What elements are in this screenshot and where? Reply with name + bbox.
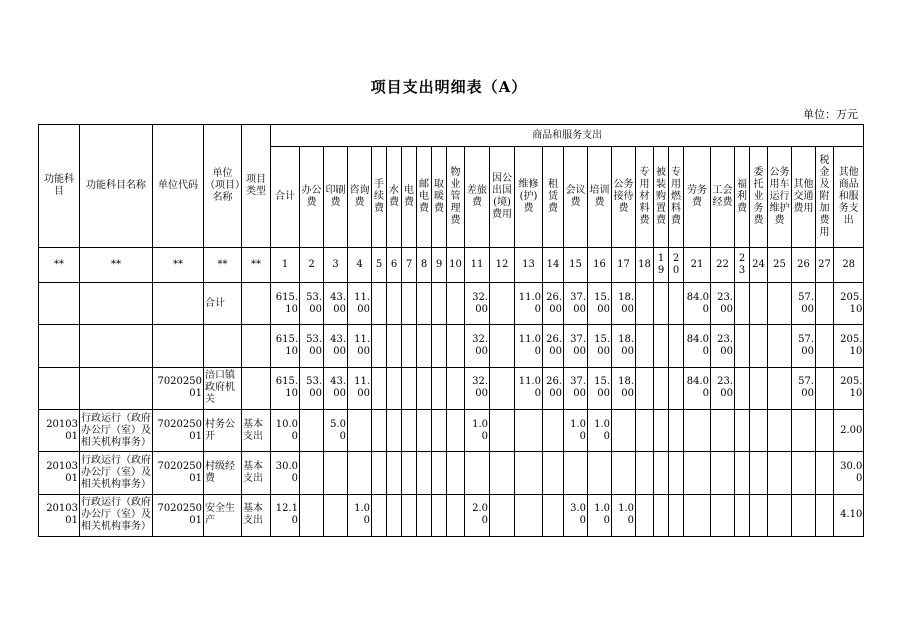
table-cell — [684, 494, 711, 536]
table-cell: 基本支出 — [242, 452, 271, 494]
index-cell: 20 — [669, 247, 684, 282]
table-cell — [735, 452, 750, 494]
table-cell — [417, 494, 432, 536]
header-col: 其他商品和服务支出 — [834, 147, 864, 248]
table-cell — [39, 325, 80, 367]
table-cell: 43.00 — [324, 367, 348, 409]
table-cell: 11.00 — [515, 283, 543, 325]
table-cell — [588, 452, 612, 494]
table-cell — [543, 410, 564, 452]
header-col: 公务接待费 — [612, 147, 636, 248]
table-row — [39, 494, 864, 536]
table-cell — [372, 325, 387, 367]
table-cell — [816, 410, 834, 452]
table-cell — [432, 325, 447, 367]
index-cell: 13 — [515, 247, 543, 282]
table-cell — [387, 410, 402, 452]
header-col: 合计 — [271, 147, 300, 248]
index-cell: 12 — [490, 247, 515, 282]
table-cell: 基本支出 — [242, 410, 271, 452]
table-cell — [654, 410, 669, 452]
table-cell — [447, 410, 465, 452]
table-cell: 2.00 — [834, 410, 864, 452]
table-cell — [816, 452, 834, 494]
table-cell — [750, 410, 768, 452]
table-cell — [792, 452, 816, 494]
table-cell — [711, 410, 735, 452]
unit-label: 单位：万元 — [803, 108, 858, 121]
table-cell — [372, 283, 387, 325]
table-cell — [465, 452, 490, 494]
table-cell: 57.00 — [792, 325, 816, 367]
index-cell: 16 — [588, 247, 612, 282]
header-col: 其他交通费用 — [792, 147, 816, 248]
table-cell — [735, 410, 750, 452]
table-cell: 2.00 — [465, 494, 490, 536]
table-cell: 84.00 — [684, 367, 711, 409]
table-cell: 26.00 — [543, 367, 564, 409]
table-cell: 23.00 — [711, 283, 735, 325]
header-col: 印刷费 — [324, 147, 348, 248]
header-col: 维修(护)费 — [515, 147, 543, 248]
index-cell: 23 — [735, 247, 750, 282]
table-cell — [490, 410, 515, 452]
table-cell — [242, 367, 271, 409]
table-cell — [348, 410, 372, 452]
table-cell — [417, 283, 432, 325]
table-cell — [515, 452, 543, 494]
table-cell: 702025001 — [153, 367, 204, 409]
table-cell: 53.00 — [300, 283, 324, 325]
index-cell: 21 — [684, 247, 711, 282]
table-cell: 23.00 — [711, 367, 735, 409]
table-cell — [654, 325, 669, 367]
table-row — [39, 410, 864, 452]
table-cell: 615.10 — [271, 325, 300, 367]
header-col: 邮电费 — [417, 147, 432, 248]
index-cell: 4 — [348, 247, 372, 282]
table-cell — [402, 367, 417, 409]
table-cell — [684, 452, 711, 494]
table-cell: 205.10 — [834, 283, 864, 325]
table-cell: 1.00 — [564, 410, 588, 452]
table-cell — [669, 410, 684, 452]
table-cell — [432, 283, 447, 325]
header-col: 被装购置费 — [654, 147, 669, 248]
table-cell — [750, 325, 768, 367]
header-col: 差旅费 — [465, 147, 490, 248]
header-col: 电费 — [402, 147, 417, 248]
index-row — [39, 247, 864, 282]
table-cell: 205.10 — [834, 325, 864, 367]
table-cell: 53.00 — [300, 325, 324, 367]
table-cell: 2010301 — [39, 410, 80, 452]
table-cell — [80, 283, 153, 325]
table-cell: 18.00 — [612, 367, 636, 409]
table-cell: 合计 — [204, 283, 242, 325]
table-cell: 村务公开 — [204, 410, 242, 452]
table-cell — [417, 367, 432, 409]
header-col: 办公费 — [300, 147, 324, 248]
header-func-name: 功能科目名称 — [80, 125, 153, 248]
table-cell: 12.10 — [271, 494, 300, 536]
table-cell: 11.00 — [348, 325, 372, 367]
table-cell — [417, 410, 432, 452]
table-cell — [636, 410, 654, 452]
table-cell — [402, 283, 417, 325]
index-cell: ** — [153, 247, 204, 282]
table-cell — [324, 494, 348, 536]
table-row — [39, 452, 864, 494]
table-cell: 53.00 — [300, 367, 324, 409]
table-row — [39, 367, 864, 409]
index-cell: 8 — [417, 247, 432, 282]
header-col: 手续费 — [372, 147, 387, 248]
table-cell — [543, 452, 564, 494]
table-cell — [490, 325, 515, 367]
table-cell: 11.00 — [515, 325, 543, 367]
table-cell: 32.00 — [465, 367, 490, 409]
table-cell — [432, 452, 447, 494]
table-cell — [669, 452, 684, 494]
table-cell — [711, 452, 735, 494]
header-group: 商品和服务支出 — [271, 125, 864, 147]
table-cell: 11.00 — [348, 367, 372, 409]
index-cell: 15 — [564, 247, 588, 282]
table-cell: 37.00 — [564, 283, 588, 325]
table-cell — [80, 325, 153, 367]
table-cell — [432, 494, 447, 536]
table-cell: 15.00 — [588, 367, 612, 409]
table-cell — [515, 494, 543, 536]
header-row — [39, 125, 864, 147]
table-cell — [654, 452, 669, 494]
table-cell: 26.00 — [543, 283, 564, 325]
table-cell: 3.00 — [564, 494, 588, 536]
header-col: 劳务费 — [684, 147, 711, 248]
table-cell: 84.00 — [684, 325, 711, 367]
table-cell: 基本支出 — [242, 494, 271, 536]
table-cell — [735, 325, 750, 367]
index-cell: 3 — [324, 247, 348, 282]
table-cell — [372, 367, 387, 409]
table-cell — [490, 452, 515, 494]
table-cell — [80, 367, 153, 409]
header-col: 培训费 — [588, 147, 612, 248]
header-func-subject: 功能科目 — [39, 125, 80, 248]
table-cell — [636, 283, 654, 325]
index-cell: 24 — [750, 247, 768, 282]
header-col: 咨询费 — [348, 147, 372, 248]
table-cell: 18.00 — [612, 325, 636, 367]
table-cell: 84.00 — [684, 283, 711, 325]
table-cell — [204, 325, 242, 367]
index-cell: 2 — [300, 247, 324, 282]
table-cell — [654, 283, 669, 325]
header-col: 公务用车运行维护费 — [768, 147, 792, 248]
table-cell — [300, 410, 324, 452]
table-cell — [387, 494, 402, 536]
index-cell: 17 — [612, 247, 636, 282]
table-cell — [564, 452, 588, 494]
table-cell — [654, 367, 669, 409]
table-cell: 32.00 — [465, 325, 490, 367]
index-cell: 14 — [543, 247, 564, 282]
table-cell: 11.00 — [515, 367, 543, 409]
table-cell — [636, 494, 654, 536]
table-cell — [792, 494, 816, 536]
index-cell: 26 — [792, 247, 816, 282]
header-col: 因公出国(境)费用 — [490, 147, 515, 248]
table-cell — [612, 410, 636, 452]
table-cell — [735, 367, 750, 409]
table-cell: 4.10 — [834, 494, 864, 536]
index-cell: 1 — [271, 247, 300, 282]
expense-table — [38, 124, 864, 537]
table-cell: 5.00 — [324, 410, 348, 452]
header-unit-code: 单位代码 — [153, 125, 204, 248]
table-cell: 1.00 — [612, 494, 636, 536]
table-cell: 37.00 — [564, 325, 588, 367]
table-cell — [242, 325, 271, 367]
page-title: 项目支出明细表（A） — [370, 78, 528, 96]
table-cell: 涪口镇政府机关 — [204, 367, 242, 409]
table-cell — [300, 494, 324, 536]
table-cell: 村级经费 — [204, 452, 242, 494]
table-cell: 10.00 — [271, 410, 300, 452]
table-cell — [669, 283, 684, 325]
table-cell: 57.00 — [792, 283, 816, 325]
table-cell — [636, 452, 654, 494]
table-cell — [402, 494, 417, 536]
table-cell: 1.00 — [465, 410, 490, 452]
table-cell: 23.00 — [711, 325, 735, 367]
table-cell — [768, 367, 792, 409]
table-cell — [669, 367, 684, 409]
header-col: 工会经费 — [711, 147, 735, 248]
header-col: 物业管理费 — [447, 147, 465, 248]
table-cell: 15.00 — [588, 283, 612, 325]
index-cell: 9 — [432, 247, 447, 282]
table-cell — [750, 283, 768, 325]
index-cell: 7 — [402, 247, 417, 282]
table-cell: 安全生产 — [204, 494, 242, 536]
table-cell: 43.00 — [324, 325, 348, 367]
table-cell: 37.00 — [564, 367, 588, 409]
table-cell: 30.00 — [271, 452, 300, 494]
table-cell — [39, 367, 80, 409]
table-row — [39, 325, 864, 367]
header-col: 取暖费 — [432, 147, 447, 248]
header-col: 专用材料费 — [636, 147, 654, 248]
index-cell: 22 — [711, 247, 735, 282]
table-cell — [153, 283, 204, 325]
table-cell — [387, 367, 402, 409]
table-cell: 30.00 — [834, 452, 864, 494]
table-cell — [816, 367, 834, 409]
table-cell — [417, 325, 432, 367]
table-cell: 行政运行（政府办公厅（室）及相关机构事务） — [80, 494, 153, 536]
table-cell: 57.00 — [792, 367, 816, 409]
table-cell — [768, 494, 792, 536]
table-cell — [735, 494, 750, 536]
header-col: 委托业务费 — [750, 147, 768, 248]
table-cell — [654, 494, 669, 536]
index-cell: 25 — [768, 247, 792, 282]
table-cell — [372, 452, 387, 494]
table-cell: 2010301 — [39, 452, 80, 494]
table-cell — [750, 367, 768, 409]
table-cell — [768, 325, 792, 367]
table-cell — [402, 410, 417, 452]
table-cell — [669, 494, 684, 536]
table-cell — [242, 283, 271, 325]
table-cell: 2010301 — [39, 494, 80, 536]
table-cell — [792, 410, 816, 452]
index-cell: 5 — [372, 247, 387, 282]
table-cell: 43.00 — [324, 283, 348, 325]
header-project-type: 项目类型 — [242, 125, 271, 248]
index-cell: ** — [204, 247, 242, 282]
table-cell — [711, 494, 735, 536]
table-cell — [300, 452, 324, 494]
index-cell: 11 — [465, 247, 490, 282]
table-cell — [684, 410, 711, 452]
table-cell — [387, 325, 402, 367]
table-cell — [432, 410, 447, 452]
header-col: 水费 — [387, 147, 402, 248]
table-cell — [402, 325, 417, 367]
table-cell: 702025001 — [153, 452, 204, 494]
table-cell — [372, 410, 387, 452]
table-cell — [490, 283, 515, 325]
header-col: 租赁费 — [543, 147, 564, 248]
table-cell — [39, 283, 80, 325]
table-cell — [816, 283, 834, 325]
index-cell: 18 — [636, 247, 654, 282]
table-cell — [636, 367, 654, 409]
table-cell — [490, 367, 515, 409]
table-cell — [387, 283, 402, 325]
table-cell — [735, 283, 750, 325]
table-cell — [768, 410, 792, 452]
header-col: 福利费 — [735, 147, 750, 248]
table-cell: 26.00 — [543, 325, 564, 367]
index-cell: ** — [39, 247, 80, 282]
table-cell — [768, 283, 792, 325]
table-cell — [816, 325, 834, 367]
table-cell — [387, 452, 402, 494]
table-cell: 11.00 — [348, 283, 372, 325]
table-cell: 205.10 — [834, 367, 864, 409]
index-cell: 10 — [447, 247, 465, 282]
table-cell: 32.00 — [465, 283, 490, 325]
table-cell: 615.10 — [271, 367, 300, 409]
table-cell: 702025001 — [153, 494, 204, 536]
header-col: 会议费 — [564, 147, 588, 248]
table-cell — [543, 494, 564, 536]
table-cell — [447, 325, 465, 367]
table-cell: 15.00 — [588, 325, 612, 367]
table-cell — [417, 452, 432, 494]
table-cell — [750, 494, 768, 536]
index-cell: 19 — [654, 247, 669, 282]
table-cell: 1.00 — [348, 494, 372, 536]
table-cell — [348, 452, 372, 494]
table-cell — [447, 283, 465, 325]
index-cell: 27 — [816, 247, 834, 282]
table-cell — [372, 494, 387, 536]
table-cell — [750, 452, 768, 494]
table-cell — [768, 452, 792, 494]
table-cell — [669, 325, 684, 367]
index-cell: 6 — [387, 247, 402, 282]
header-unit-name: 单位（项目）名称 — [204, 125, 242, 248]
table-cell — [432, 367, 447, 409]
table-cell — [447, 452, 465, 494]
table-cell: 1.00 — [588, 494, 612, 536]
table-cell — [447, 367, 465, 409]
index-cell: ** — [80, 247, 153, 282]
table-cell — [612, 452, 636, 494]
table-cell: 行政运行（政府办公厅（室）及相关机构事务） — [80, 410, 153, 452]
table-cell: 702025001 — [153, 410, 204, 452]
table-cell: 18.00 — [612, 283, 636, 325]
table-cell: 1.00 — [588, 410, 612, 452]
header-col: 税金及附加费用 — [816, 147, 834, 248]
index-cell: 28 — [834, 247, 864, 282]
header-col: 专用燃料费 — [669, 147, 684, 248]
table-cell — [402, 452, 417, 494]
table-cell — [324, 452, 348, 494]
table-row — [39, 283, 864, 325]
table-cell — [636, 325, 654, 367]
table-cell — [153, 325, 204, 367]
table-cell — [447, 494, 465, 536]
table-cell — [515, 410, 543, 452]
table-cell — [816, 494, 834, 536]
index-cell: ** — [242, 247, 271, 282]
table-cell: 615.10 — [271, 283, 300, 325]
table-cell — [490, 494, 515, 536]
table-cell: 行政运行（政府办公厅（室）及相关机构事务） — [80, 452, 153, 494]
